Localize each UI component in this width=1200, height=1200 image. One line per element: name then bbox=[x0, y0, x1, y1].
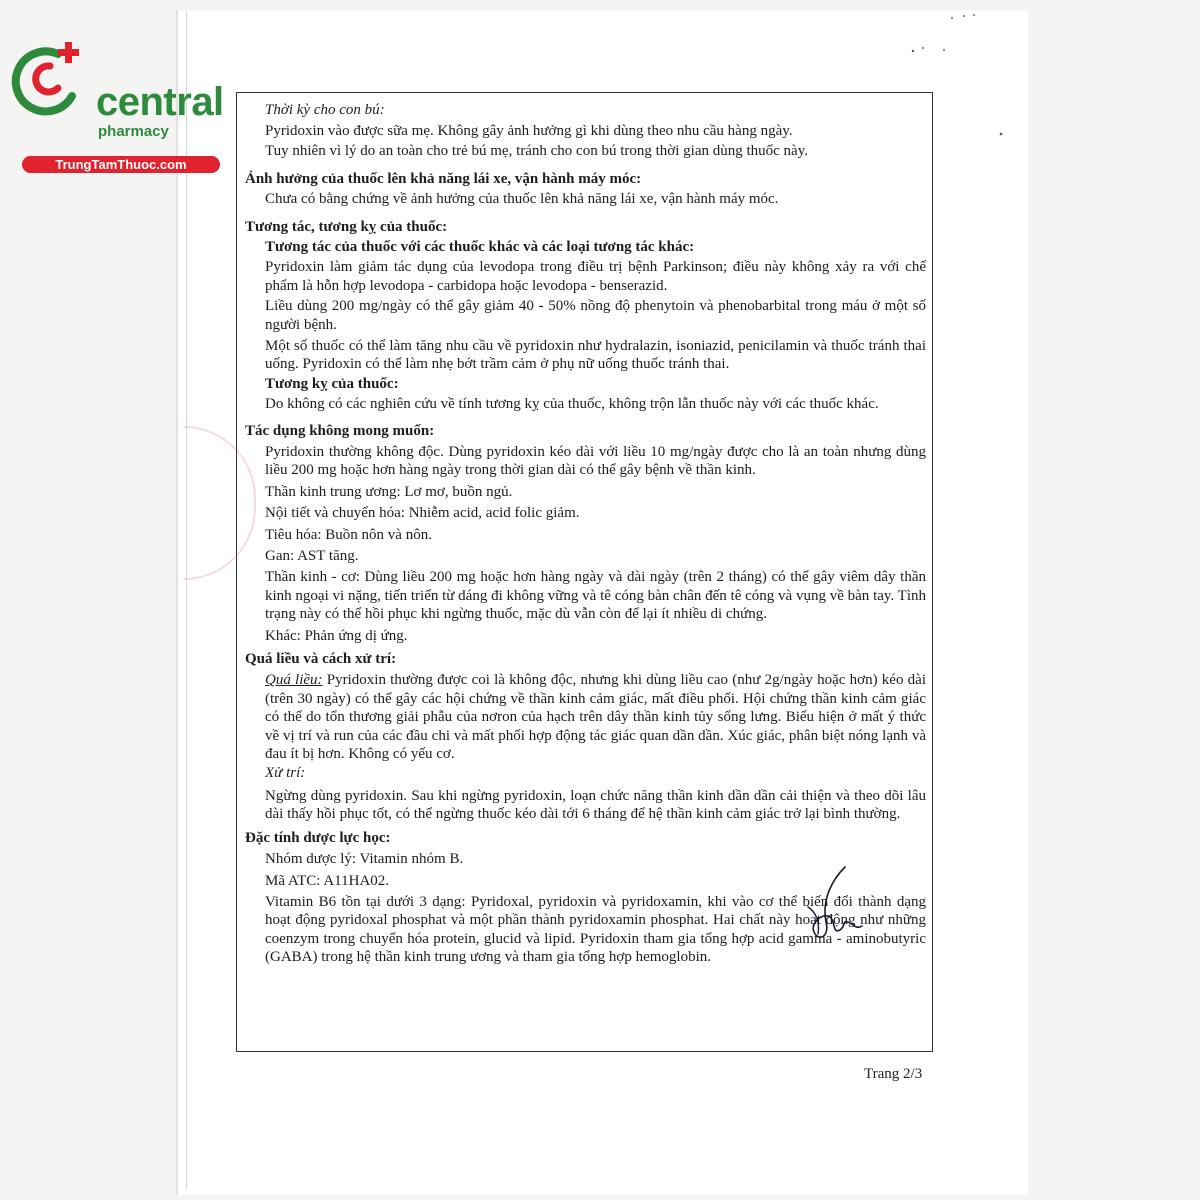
adverse-item-other: Khác: Phản ứng dị ứng. bbox=[265, 627, 408, 644]
brand-name: central bbox=[96, 80, 224, 124]
brand-logo bbox=[10, 38, 224, 172]
brand-subtitle: pharmacy bbox=[98, 123, 169, 140]
pharmacodynamics-text: Vitamin B6 tồn tại dưới 3 dạng: Pyridoxal, pyridoxin và pyridoxamin, khi vào cơ thể biến đổi thành dạng hoạt động pyridoxal phosphat và một phần thành pyridoxamin phosphat. Hai chất này hoạt động như những coenzym trong chuyển hóa protein, glucid và lipid. Pyridoxin tham gia tổng hợp acid gamma - aminobutyric (GABA) trong hệ thần kinh trung ương và tham gia tổng hợp hemoglobin. bbox=[265, 893, 926, 966]
overdose-text bbox=[245, 671, 926, 764]
interactions-text-4: Do không có các nghiên cứu về tính tương kỵ của thuốc, không trộn lẫn thuốc này với các thuốc khác. bbox=[265, 396, 879, 413]
pharmacodynamics-heading: Đặc tính dược lực học: bbox=[245, 829, 391, 846]
adverse-item-liver: Gan: AST tăng. bbox=[265, 548, 359, 565]
breastfeeding-text-2: Tuy nhiên vì lý do an toàn cho trẻ bú mẹ, tránh cho con bú trong thời gian dùng thuốc này. bbox=[265, 143, 808, 160]
adverse-heading: Tác dụng không mong muốn: bbox=[245, 422, 435, 439]
breastfeeding-title: Thời kỳ cho con bú: bbox=[265, 102, 385, 118]
adverse-item-cns: Thần kinh trung ương: Lơ mơ, buồn ngủ. bbox=[265, 483, 513, 500]
brand-url: TrungTamThuoc.com bbox=[22, 156, 220, 173]
breastfeeding-text-1: Pyridoxin vào được sữa mẹ. Không gây ảnh hưởng gì khi dùng theo nhu cầu hàng ngày. bbox=[265, 122, 793, 139]
interactions-subheading-2: Tương kỵ của thuốc: bbox=[265, 375, 399, 392]
interactions-text-3: Một số thuốc có thể làm tăng nhu cầu về pyridoxin như hydralazin, isoniazid, penicilamin và thuốc tránh thai uống. Pyridoxin có thể làm nhẹ bớt trầm cảm ở phụ nữ uống thuốc tránh thai. bbox=[265, 337, 926, 373]
treatment-text: Ngừng dùng pyridoxin. Sau khi ngừng pyridoxin, loạn chức năng thần kinh dần dần cải thiện và theo dõi lâu dài thấy hồi phục tốt, có thể ngừng thuốc kéo dài tới 6 tháng để hệ thần kinh cảm giác trở lại bình thường. bbox=[265, 787, 926, 823]
page-number: Trang 2/3 bbox=[864, 1066, 923, 1082]
page-edge bbox=[186, 10, 187, 1190]
adverse-item-endocrine: Nội tiết và chuyển hóa: Nhiễm acid, acid folic giảm. bbox=[265, 505, 580, 522]
adverse-item-digestive: Tiêu hóa: Buồn nôn và nôn. bbox=[265, 526, 432, 543]
interactions-heading: Tương tác, tương kỵ của thuốc: bbox=[245, 218, 448, 235]
driving-heading: Ảnh hưởng của thuốc lên khả năng lái xe, vận hành máy móc: bbox=[245, 170, 642, 187]
interactions-text-2: Liều dùng 200 mg/ngày có thể gây giảm 40 - 50% nồng độ phenytoin và phenobarbital trong máu ở một số người bệnh. bbox=[265, 298, 926, 333]
adverse-text-1: Pyridoxin thường không độc. Dùng pyridoxin kéo dài với liều 10 mg/ngày được cho là an toàn nhưng dùng liều 200 mg hoặc hơn hàng ngày trong thời gian dài có thể gây bệnh về thần kinh. bbox=[265, 443, 926, 479]
logo-mark-icon bbox=[10, 38, 90, 118]
pharmacodynamics-atc: Mã ATC: A11HA02. bbox=[265, 872, 390, 889]
interactions-subheading-1: Tương tác của thuốc với các thuốc khác và các loại tương tác khác: bbox=[265, 238, 695, 255]
driving-text: Chưa có bằng chứng về ảnh hưởng của thuốc lên khả năng lái xe, vận hành máy móc. bbox=[265, 191, 779, 208]
signature-mark bbox=[800, 862, 870, 952]
treatment-label: Xử trí: bbox=[265, 765, 306, 781]
overdose-label: Quá liều: bbox=[265, 672, 323, 689]
interactions-text-1: Pyridoxin làm giảm tác dụng của levodopa trong điều trị bệnh Parkinson; điều này không xảy ra với chế phẩm là hỗn hợp levodopa - carbidopa hoặc levodopa - benserazid. bbox=[265, 259, 926, 294]
overdose-description: Pyridoxin thường được coi là không độc, nhưng khi dùng liều cao (như 2g/ngày hoặc hơn) kéo dài (trên 30 ngày) có thể gây các hội chứng về thần kinh cảm giác, mất điều phối. Hội chứng thần kinh cảm giác có thể do tổn thương giải phẫu của nơron của hạch trên dây thần kinh tủy sống lưng. Biểu hiện ở mất ý thức về vị trí và run của các đầu chi và mất phối hợp động tác giác quan dần dần. Xúc giác, phân biệt nóng lạnh và đau ít bị hơn. Không có yếu cơ. bbox=[265, 672, 927, 763]
pharmacodynamics-group: Nhóm dược lý: Vitamin nhóm B. bbox=[265, 851, 464, 868]
adverse-item-neuromuscular: Thần kinh - cơ: Dùng liều 200 mg hoặc hơn hàng ngày và dài ngày (trên 2 tháng) có thể gây viêm dây thần kinh ngoại vi nặng, tiến triển từ dáng đi không vững và tê cóng bàn chân đến tê cóng và vụng về bàn tay. Tình trạng này có thể hồi phục khi ngừng thuốc, mặc dù vẫn còn để lại ít nhiều di chứng. bbox=[265, 569, 926, 623]
overdose-heading: Quá liều và cách xử trí: bbox=[245, 651, 397, 668]
